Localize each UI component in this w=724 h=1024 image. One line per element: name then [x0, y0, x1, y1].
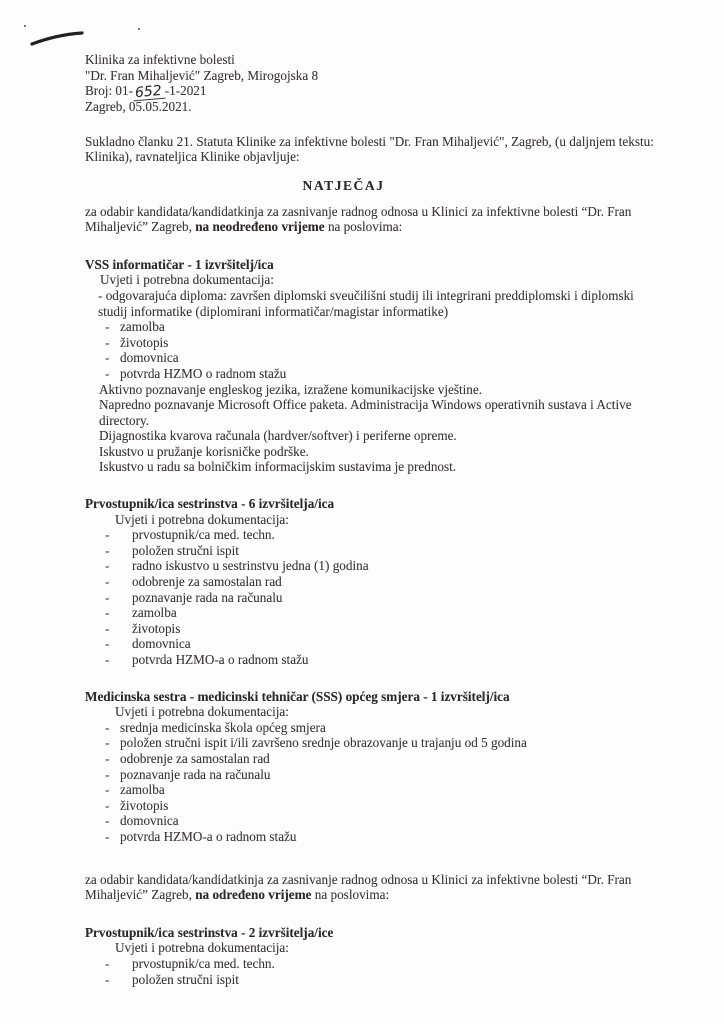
bullet-dash-icon: -	[105, 955, 110, 971]
call-temporary-emphasis: na određeno vrijeme	[195, 887, 312, 903]
requirement-item	[85, 782, 662, 798]
note-paragraph: Iskustvo u radu sa bolničkim informacijskim sustavima je prednost.	[99, 459, 457, 475]
document-title: NATJEČAJ	[302, 177, 385, 193]
requirements-label: Uvjeti i potrebna dokumentacija:	[115, 940, 289, 956]
requirement-item	[85, 621, 662, 637]
requirement-notes	[85, 382, 662, 476]
job-section	[85, 689, 662, 845]
requirements-list	[85, 527, 662, 667]
requirement-text: potvrda HZMO-a o radnom stažu	[120, 828, 297, 844]
requirement-item	[85, 956, 662, 972]
bullet-dash-icon: -	[105, 828, 110, 844]
call-permanent-after: na poslovima:	[324, 219, 403, 235]
requirement-text: zamolba	[120, 782, 165, 798]
place-and-date: Zagreb, 05.05.2021.	[85, 99, 192, 115]
intro-paragraph: Sukladno članku 21. Statuta Klinike za infektivne bolesti "Dr. Fran Mihaljević", Zagreb, (u daljnjem tekstu: Klinika), ravnateljica Klinike objavljuje:	[85, 133, 654, 165]
sections-permanent	[85, 257, 662, 845]
bullet-dash-icon: -	[105, 574, 110, 590]
requirement-lead-item: - odgovarajuća diploma: završen diplomski sveučilišni studij ili integrirani preddiplomski i diplomski studij informatike (diplomirani informatičar/magistar informatike)	[98, 287, 634, 319]
org-address: "Dr. Fran Mihaljević" Zagreb, Mirogojska 8	[85, 67, 319, 83]
requirement-lead-items	[85, 288, 662, 319]
call-permanent-before: za odabir kandidata/kandidatkinja za zasnivanje radnog odnosa u Klinici za infektivne bolesti “Dr. Fran Mihaljević” Zagreb,	[85, 203, 632, 235]
job-heading: VSS informatičar - 1 izvršitelj/ica	[85, 256, 274, 272]
job-section	[85, 257, 662, 475]
requirements-label: Uvjeti i potrebna dokumentacija:	[100, 272, 274, 288]
bullet-dash-icon: -	[105, 813, 110, 829]
requirement-item	[85, 972, 662, 988]
requirement-text: domovnica	[120, 350, 179, 366]
job-section	[85, 496, 662, 668]
bullet-dash-icon: -	[105, 782, 110, 798]
call-temporary-after: na poslovima:	[311, 887, 390, 903]
requirement-text: položen stručni ispit	[132, 542, 239, 558]
document-number	[85, 83, 662, 102]
requirement-item	[85, 813, 662, 829]
bullet-dash-icon: -	[105, 558, 110, 574]
requirement-text: odobrenje za samostalan rad	[132, 574, 282, 590]
bullet-dash-icon: -	[105, 350, 110, 366]
requirement-text: položen stručni ispit i/ili završeno srednje obrazovanje u trajanju od 5 godina	[120, 735, 527, 751]
note-paragraph: Napredno poznavanje Microsoft Office paketa. Administracija Windows operativnih sustava i Active directory.	[99, 397, 632, 428]
bullet-dash-icon: -	[105, 620, 110, 636]
requirement-text: životopis	[132, 620, 181, 636]
requirement-item	[85, 829, 662, 845]
bullet-dash-icon: -	[105, 334, 110, 350]
call-temporary-before: za odabir kandidata/kandidatkinja za zasnivanje radnog odnosa u Klinici za infektivne bolesti “Dr. Fran Mihaljević” Zagreb,	[85, 871, 632, 903]
requirements-label: Uvjeti i potrebna dokumentacija:	[115, 704, 289, 720]
letterhead	[85, 52, 662, 115]
call-permanent-emphasis: na neodređeno vrijeme	[195, 219, 325, 235]
requirement-item	[85, 720, 662, 736]
sections-temporary	[85, 925, 662, 987]
requirement-text: poznavanje rada na računalu	[120, 766, 271, 782]
bullet-dash-icon: -	[105, 750, 110, 766]
bullet-dash-icon: -	[105, 527, 110, 543]
bullet-dash-icon: -	[105, 365, 110, 381]
org-name: Klinika za infektivne bolesti	[85, 52, 235, 67]
requirement-text: srednja medicinska škola općeg smjera	[120, 719, 326, 735]
requirements-list	[85, 319, 662, 381]
requirements-label: Uvjeti i potrebna dokumentacija:	[115, 511, 289, 527]
requirement-text: radno iskustvo u sestrinstvu jedna (1) godina	[132, 558, 369, 574]
requirement-item	[85, 652, 662, 668]
requirement-text: domovnica	[132, 636, 191, 652]
note-paragraph: Aktivno poznavanje engleskog jezika, izražene komunikacijske vještine.	[99, 381, 483, 397]
requirement-item	[85, 605, 662, 621]
requirement-item	[85, 636, 662, 652]
requirement-item	[85, 751, 662, 767]
requirement-text: zamolba	[132, 605, 177, 621]
requirement-text: odobrenje za samostalan rad	[120, 750, 270, 766]
requirement-item	[85, 527, 662, 543]
requirement-text: prvostupnik/ca med. techn.	[132, 527, 275, 543]
requirement-text: domovnica	[120, 813, 179, 829]
requirement-item	[85, 558, 662, 574]
job-heading: Medicinska sestra - medicinski tehničar (SSS) općeg smjera - 1 izvršitelj/ica	[85, 688, 510, 704]
requirement-item	[85, 735, 662, 751]
job-section	[85, 925, 662, 987]
requirements-list	[85, 956, 662, 987]
requirement-item	[85, 798, 662, 814]
bullet-dash-icon: -	[105, 652, 110, 667]
requirements-list	[85, 720, 662, 845]
bullet-dash-icon: -	[105, 735, 110, 751]
bullet-dash-icon: -	[105, 636, 110, 652]
bullet-dash-icon: -	[105, 766, 110, 782]
note-paragraph: Dijagnostika kvarova računala (hardver/softver) i periferne opreme.	[99, 428, 457, 444]
requirement-text: zamolba	[120, 319, 165, 335]
bullet-dash-icon: -	[105, 797, 110, 813]
requirement-item	[85, 767, 662, 783]
handwritten-number: 652	[133, 86, 166, 102]
document-number-suffix: -1-2021	[164, 83, 207, 99]
requirement-text: poznavanje rada na računalu	[132, 589, 283, 605]
bullet-dash-icon: -	[105, 589, 110, 605]
requirement-text: potvrda HZMO-a o radnom stažu	[132, 652, 309, 667]
document-number-prefix: Broj: 01-	[85, 83, 133, 99]
call-temporary-paragraph	[85, 872, 662, 903]
requirement-text: položen stručni ispit	[132, 971, 239, 987]
requirement-item	[85, 350, 662, 366]
requirement-text: životopis	[120, 334, 169, 350]
requirement-item	[85, 590, 662, 606]
requirement-item	[85, 574, 662, 590]
requirement-text: prvostupnik/ca med. techn.	[132, 955, 275, 971]
note-paragraph: Iskustvo u pružanje korisničke podrške.	[99, 443, 309, 459]
bullet-dash-icon: -	[105, 319, 110, 335]
bullet-dash-icon: -	[105, 719, 110, 735]
bullet-dash-icon: -	[105, 971, 110, 987]
job-heading: Prvostupnik/ica sestrinstva - 6 izvršitelja/ica	[85, 496, 335, 512]
pen-scribble-icon	[18, 18, 158, 58]
job-heading: Prvostupnik/ica sestrinstva - 2 izvršitelja/ice	[85, 924, 334, 940]
requirement-item	[85, 366, 662, 382]
requirement-item	[85, 543, 662, 559]
bullet-dash-icon: -	[105, 542, 110, 558]
requirement-text: životopis	[120, 797, 169, 813]
requirement-text: potvrda HZMO o radnom stažu	[120, 365, 287, 381]
call-permanent-paragraph	[85, 204, 662, 235]
requirement-item	[85, 335, 662, 351]
requirement-item	[85, 319, 662, 335]
bullet-dash-icon: -	[105, 605, 110, 621]
